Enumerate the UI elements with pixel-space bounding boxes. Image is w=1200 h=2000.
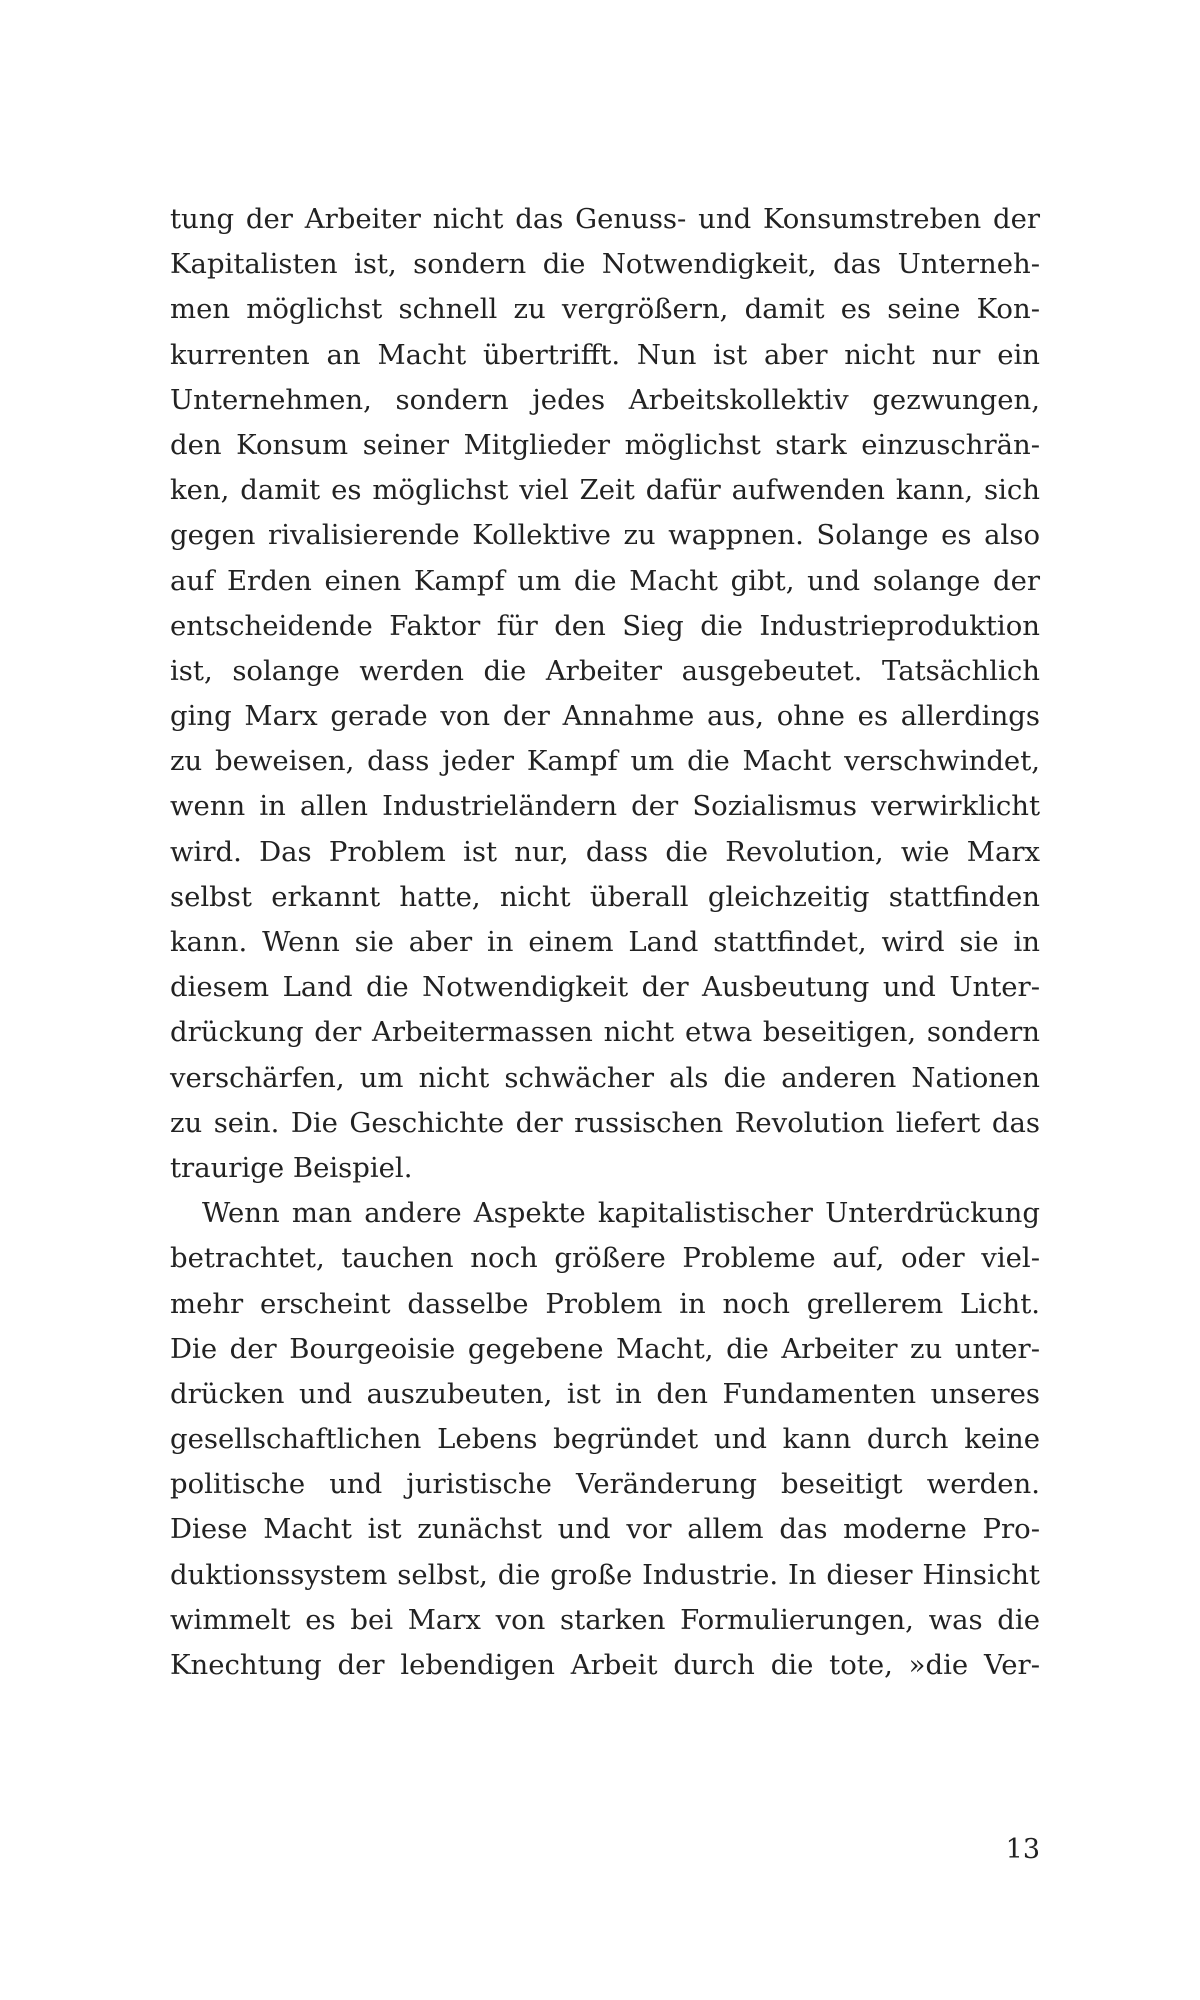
text-line: Wenn man andere Aspekte kapitalistischer Unterdrückung bbox=[202, 1197, 1040, 1230]
text-line: entscheidende Faktor für den Sieg die Industrieproduktion bbox=[170, 609, 1040, 642]
text-line: traurige Beispiel. bbox=[170, 1151, 413, 1184]
text-line: wimmelt es bei Marx von starken Formulierungen, was die bbox=[170, 1603, 1040, 1636]
text-line: auf Erden einen Kampf um die Macht gibt, und solange der bbox=[170, 564, 1040, 597]
text-line: politische und juristische Veränderung beseitigt werden. bbox=[170, 1468, 1040, 1501]
text-line: betrachtet, tauchen noch größere Probleme auf, oder viel- bbox=[170, 1242, 1040, 1275]
text-line: men möglichst schnell zu vergrößern, damit es seine Kon- bbox=[170, 293, 1040, 326]
text-line: verschärfen, um nicht schwächer als die anderen Nationen bbox=[170, 1061, 1040, 1094]
text-line: gesellschaftlichen Lebens begründet und kann durch keine bbox=[170, 1423, 1040, 1456]
paragraph bbox=[170, 197, 1040, 1191]
text-line: wenn in allen Industrieländern der Sozialismus verwirklicht bbox=[170, 790, 1040, 823]
text-line: drückung der Arbeitermassen nicht etwa beseitigen, sondern bbox=[170, 1016, 1040, 1049]
text-line: selbst erkannt hatte, nicht überall gleichzeitig stattfinden bbox=[170, 880, 1040, 913]
text-line: kann. Wenn sie aber in einem Land stattfindet, wird sie in bbox=[170, 926, 1040, 958]
text-line: drücken und auszubeuten, ist in den Fundamenten unseres bbox=[170, 1377, 1040, 1410]
text-line: zu beweisen, dass jeder Kampf um die Macht verschwindet, bbox=[170, 745, 1040, 778]
text-line: duktionssystem selbst, die große Industrie. In dieser Hinsicht bbox=[170, 1558, 1040, 1591]
text-line: gegen rivalisierende Kollektive zu wappnen. Solange es also bbox=[170, 519, 1040, 552]
text-line: Kapitalisten ist, sondern die Notwendigkeit, das Unterneh- bbox=[170, 248, 1040, 281]
paragraph bbox=[170, 1191, 1040, 1688]
text-line: Unternehmen, sondern jedes Arbeitskollektiv gezwungen, bbox=[170, 383, 1040, 416]
text-line: Diese Macht ist zunächst und vor allem das moderne Pro- bbox=[170, 1513, 1040, 1546]
text-line: ist, solange werden die Arbeiter ausgebeutet. Tatsächlich bbox=[170, 654, 1040, 687]
text-line: diesem Land die Notwendigkeit der Ausbeutung und Unter- bbox=[170, 971, 1040, 1004]
text-line: zu sein. Die Geschichte der russischen Revolution liefert das bbox=[170, 1106, 1040, 1139]
text-line: tung der Arbeiter nicht das Genuss- und Konsumstreben der bbox=[170, 203, 1040, 235]
text-line: ken, damit es möglichst viel Zeit dafür aufwenden kann, sich bbox=[170, 474, 1040, 507]
body-text bbox=[170, 197, 1040, 1688]
text-line: den Konsum seiner Mitglieder möglichst stark einzuschrän- bbox=[170, 428, 1040, 461]
text-line: Die der Bourgeoisie gegebene Macht, die Arbeiter zu unter- bbox=[170, 1332, 1040, 1365]
text-line: mehr erscheint dasselbe Problem in noch grellerem Licht. bbox=[170, 1287, 1040, 1320]
text-line: Knechtung der lebendigen Arbeit durch die tote, »die Ver- bbox=[170, 1649, 1040, 1681]
text-line: kurrenten an Macht übertrifft. Nun ist aber nicht nur ein bbox=[170, 338, 1040, 371]
page-number: 13 bbox=[1005, 1834, 1040, 1865]
text-line: ging Marx gerade von der Annahme aus, ohne es allerdings bbox=[170, 700, 1040, 733]
text-line: wird. Das Problem ist nur, dass die Revolution, wie Marx bbox=[170, 835, 1040, 868]
